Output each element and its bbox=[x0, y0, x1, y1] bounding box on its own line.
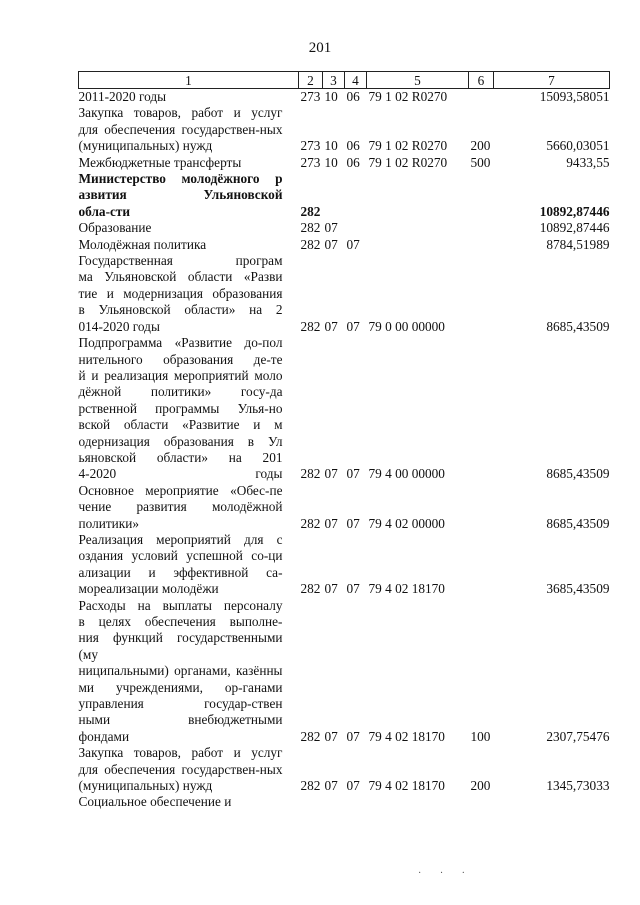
expense-type-code bbox=[469, 237, 494, 253]
amount: 8784,51989 bbox=[546, 236, 610, 252]
ministry-code: 282 bbox=[300, 220, 321, 236]
subsection-code: 06 bbox=[346, 138, 360, 154]
scan-specks: · · · bbox=[418, 868, 473, 879]
ministry-code bbox=[299, 794, 323, 810]
amount: 8685,43509 bbox=[546, 515, 610, 531]
expense-type-code bbox=[469, 483, 494, 532]
table-row bbox=[79, 532, 610, 598]
subsection-code bbox=[345, 220, 367, 236]
column-number-header-row bbox=[79, 72, 610, 89]
target-article-code: 79 4 00 00000 bbox=[368, 466, 445, 482]
ministry-code: 282 bbox=[300, 318, 321, 334]
table-body bbox=[79, 89, 610, 811]
subsection-code: 06 bbox=[346, 154, 360, 170]
amount: 1345,73033 bbox=[546, 778, 610, 794]
amount: 2307,75476 bbox=[546, 728, 610, 744]
row-name: Молодёжная политика bbox=[78, 236, 207, 252]
section-code: 07 bbox=[324, 778, 338, 794]
row-name: Образование bbox=[78, 220, 152, 236]
section-code: 07 bbox=[324, 466, 338, 482]
subsection-code: 07 bbox=[346, 466, 360, 482]
target-article-code: 79 4 02 18170 bbox=[368, 778, 445, 794]
ministry-code: 282 bbox=[300, 515, 321, 531]
table-row bbox=[79, 105, 610, 154]
row-name: Расходы на выплаты персоналу в целях обеспечения выполне- ния функций государственными (му ниципальными) органами, казённы ми учреждениями, ор-ганами управления государ-ствен ными внебюджетными фондами bbox=[78, 597, 283, 744]
section-code: 07 bbox=[324, 581, 338, 597]
table-row bbox=[79, 794, 610, 810]
page-number: 201 bbox=[308, 40, 332, 56]
subsection-code: 07 bbox=[346, 236, 360, 252]
target-article-code: 79 0 00 00000 bbox=[368, 318, 445, 334]
expense-type-code bbox=[469, 794, 494, 810]
table-row bbox=[79, 483, 610, 532]
target-article-code bbox=[367, 171, 469, 220]
table-row bbox=[79, 171, 610, 220]
subsection-code: 07 bbox=[346, 318, 360, 334]
section-code: 07 bbox=[324, 728, 338, 744]
table-row bbox=[79, 220, 610, 236]
row-name: Реализация мероприятий для с оздания условий успешной со-ци ализации и эффективной са- мореализации молодёжи bbox=[78, 531, 283, 597]
amount: 10892,87446 bbox=[539, 220, 610, 236]
column-header-name: 1 bbox=[79, 72, 299, 89]
amount: 8685,43509 bbox=[546, 318, 610, 334]
expense-type-code: 100 bbox=[470, 728, 491, 744]
table-row bbox=[79, 598, 610, 746]
target-article-code bbox=[367, 794, 469, 810]
row-name: 2011-2020 годы bbox=[78, 89, 167, 104]
expense-type-code bbox=[469, 532, 494, 598]
amount: 3685,43509 bbox=[546, 581, 610, 597]
row-name: Закупка товаров, работ и услуг для обеспечения государствен-ных (муниципальных) нужд bbox=[78, 105, 283, 154]
amount bbox=[494, 794, 610, 810]
expense-type-code bbox=[469, 171, 494, 220]
target-article-code: 79 1 02 R0270 bbox=[368, 89, 448, 104]
row-name: Основное мероприятие «Обес-пе чение развития молодёжной политики» bbox=[78, 482, 283, 531]
target-article-code bbox=[367, 220, 469, 236]
ministry-code: 273 bbox=[300, 89, 321, 104]
amount: 5660,03051 bbox=[546, 138, 610, 154]
subsection-code: 07 bbox=[346, 728, 360, 744]
table-row bbox=[79, 335, 610, 483]
target-article-code bbox=[367, 237, 469, 253]
ministry-code: 273 bbox=[300, 154, 321, 170]
row-name: Подпрограмма «Развитие до-пол нительного образования де-те й и реализация мероприятий моло дёжной политики» госу-да рственной программы Улья-но вской области «Развитие и м одернизация образования в Ул ьяновской области» на 201 4-2020 годы bbox=[78, 335, 283, 482]
subsection-code: 06 bbox=[346, 89, 360, 104]
subsection-code: 07 bbox=[346, 581, 360, 597]
section-code: 07 bbox=[324, 236, 338, 252]
amount: 15093,58051 bbox=[539, 89, 610, 104]
row-name: Закупка товаров, работ и услуг для обеспечения государствен-ных (муниципальных) нужд bbox=[78, 745, 283, 794]
table-row bbox=[79, 155, 610, 171]
column-header-expense-type: 6 bbox=[469, 72, 494, 89]
subsection-code: 07 bbox=[346, 778, 360, 794]
row-name: Министерство молодёжного р азвития Ульяновской обла-сти bbox=[78, 171, 283, 219]
expense-type-code: 200 bbox=[470, 778, 491, 794]
ministry-code: 282 bbox=[300, 581, 321, 597]
table-row bbox=[79, 745, 610, 794]
row-name: Межбюджетные трансферты bbox=[78, 154, 242, 170]
target-article-code: 79 1 02 R0270 bbox=[368, 138, 448, 154]
column-header-ministry-code: 2 bbox=[299, 72, 323, 89]
target-article-code: 79 4 02 18170 bbox=[368, 581, 445, 597]
budget-table bbox=[78, 71, 610, 811]
row-name: Социальное обеспечение и bbox=[78, 794, 232, 810]
column-header-target-article: 5 bbox=[367, 72, 469, 89]
target-article-code: 79 1 02 R0270 bbox=[368, 154, 448, 170]
table-row bbox=[79, 253, 610, 335]
expense-type-code bbox=[469, 220, 494, 236]
section-code bbox=[323, 171, 345, 220]
section-code bbox=[323, 794, 345, 810]
target-article-code: 79 4 02 18170 bbox=[368, 728, 445, 744]
subsection-code bbox=[345, 794, 367, 810]
expense-type-code bbox=[469, 253, 494, 335]
row-name: Государственная програм ма Ульяновской области «Разви тие и модернизация образования в Ульяновской области» на 2 014-2020 годы bbox=[78, 253, 283, 334]
expense-type-code: 200 bbox=[470, 138, 491, 154]
ministry-code: 273 bbox=[300, 138, 321, 154]
table-row bbox=[79, 89, 610, 106]
expense-type-code: 500 bbox=[470, 154, 491, 170]
ministry-code: 282 bbox=[300, 778, 321, 794]
section-code: 10 bbox=[324, 89, 338, 104]
column-header-amount: 7 bbox=[494, 72, 610, 89]
table-row bbox=[79, 237, 610, 253]
expense-type-code bbox=[469, 89, 494, 106]
section-code: 07 bbox=[324, 515, 338, 531]
amount: 10892,87446 bbox=[539, 203, 610, 219]
ministry-code: 282 bbox=[300, 236, 321, 252]
target-article-code: 79 4 02 00000 bbox=[368, 515, 445, 531]
section-code: 10 bbox=[324, 154, 338, 170]
amount: 9433,55 bbox=[566, 154, 610, 170]
ministry-code: 282 bbox=[300, 203, 321, 219]
subsection-code bbox=[345, 171, 367, 220]
section-code: 07 bbox=[324, 318, 338, 334]
ministry-code: 282 bbox=[300, 728, 321, 744]
amount: 8685,43509 bbox=[546, 466, 610, 482]
expense-type-code bbox=[469, 335, 494, 483]
column-header-section: 3 bbox=[323, 72, 345, 89]
ministry-code: 282 bbox=[300, 466, 321, 482]
section-code: 07 bbox=[324, 220, 338, 236]
subsection-code: 07 bbox=[346, 515, 360, 531]
column-header-subsection: 4 bbox=[345, 72, 367, 89]
section-code: 10 bbox=[324, 138, 338, 154]
